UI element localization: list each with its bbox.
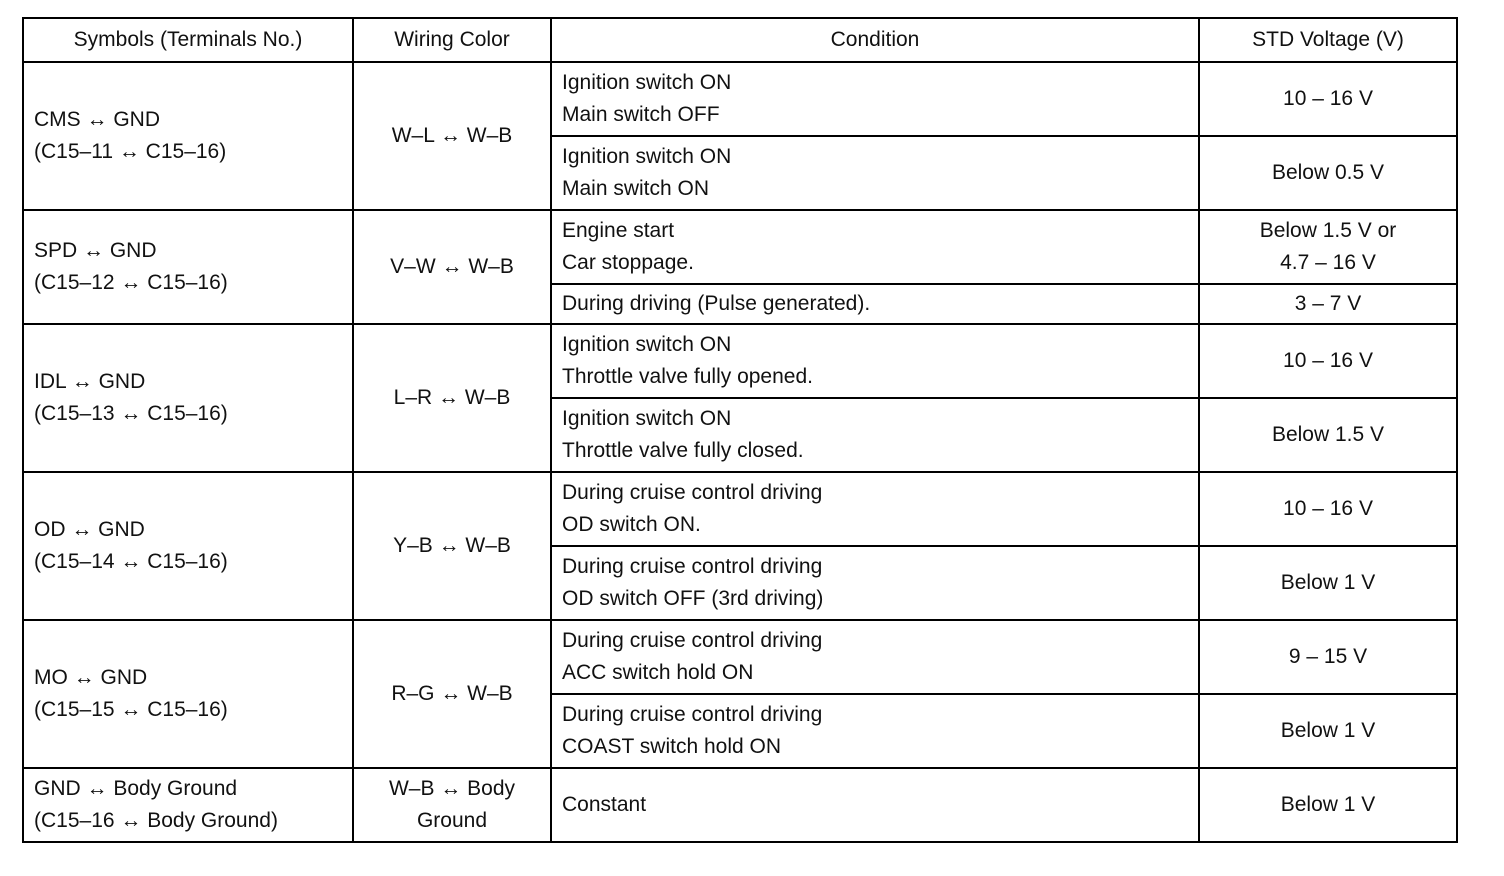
- table-row: [23, 62, 1457, 136]
- voltage-cell: [1199, 210, 1457, 284]
- voltage-cell: [1199, 62, 1457, 136]
- voltage-cell: [1199, 546, 1457, 620]
- condition-line: During cruise control driving: [562, 481, 823, 504]
- condition-line: During cruise control driving: [562, 629, 823, 652]
- wiring-color: W–L ↔ W–B: [391, 124, 513, 147]
- terminal-numbers: (C15–12 ↔ C15–16): [34, 271, 228, 294]
- condition-line: Throttle valve fully closed.: [562, 439, 804, 462]
- voltage-value: Below 1 V: [1280, 719, 1376, 742]
- table-row: [23, 324, 1457, 398]
- condition-cell: [551, 210, 1199, 284]
- condition-line: Engine start: [562, 219, 675, 242]
- condition-line: OD switch OFF (3rd driving): [562, 587, 824, 610]
- voltage-cell: [1199, 136, 1457, 210]
- wiring-color-cell: [353, 768, 551, 842]
- symbol-cell: [23, 768, 353, 842]
- symbol-cell: [23, 62, 353, 210]
- condition-line: Throttle valve fully opened.: [562, 365, 813, 388]
- symbol-name: GND ↔ Body Ground: [34, 777, 238, 800]
- wiring-color: W–B ↔ Body: [388, 777, 516, 800]
- wiring-color: L–R ↔ W–B: [393, 386, 511, 409]
- header-std-voltage: STD Voltage (V): [1199, 18, 1457, 62]
- condition-cell: [551, 398, 1199, 472]
- voltage-value: 9 – 15 V: [1288, 645, 1368, 668]
- wiring-color-cell: [353, 620, 551, 768]
- condition-cell: [551, 472, 1199, 546]
- voltage-value: Below 0.5 V: [1271, 161, 1385, 184]
- voltage-value: 10 – 16 V: [1283, 497, 1373, 520]
- terminal-numbers: (C15–11 ↔ C15–16): [34, 140, 227, 163]
- symbol-cell: [23, 472, 353, 620]
- condition-cell: [551, 136, 1199, 210]
- voltage-value: Below 1.5 V: [1271, 423, 1385, 446]
- wiring-color-cell: [353, 62, 551, 210]
- voltage-value: Below 1 V: [1280, 571, 1376, 594]
- condition-line: Main switch OFF: [562, 103, 720, 126]
- table-header-row: [23, 18, 1457, 62]
- voltage-cell: [1199, 472, 1457, 546]
- condition-line: Car stoppage.: [562, 251, 694, 274]
- condition-line: During driving (Pulse generated).: [562, 292, 871, 315]
- condition-line: During cruise control driving: [562, 555, 823, 578]
- condition-cell: [551, 62, 1199, 136]
- wiring-color-cell: [353, 210, 551, 324]
- voltage-value: 10 – 16 V: [1283, 349, 1373, 372]
- voltage-cell: [1199, 398, 1457, 472]
- condition-line: Constant: [562, 793, 647, 816]
- condition-cell: [551, 620, 1199, 694]
- wiring-color: R–G ↔ W–B: [391, 682, 513, 705]
- condition-line: During cruise control driving: [562, 703, 823, 726]
- condition-cell: [551, 324, 1199, 398]
- voltage-value: Below 1.5 V or: [1259, 219, 1397, 242]
- condition-line: Ignition switch ON: [562, 71, 732, 94]
- condition-cell: [551, 546, 1199, 620]
- condition-cell: [551, 768, 1199, 842]
- voltage-cell: [1199, 694, 1457, 768]
- symbol-name: CMS ↔ GND: [34, 108, 160, 131]
- condition-line: Ignition switch ON: [562, 145, 732, 168]
- voltage-value: 3 – 7 V: [1294, 292, 1362, 315]
- wiring-color: V–W ↔ W–B: [390, 255, 514, 278]
- voltage-value: 10 – 16 V: [1283, 87, 1373, 110]
- wiring-color-cell: [353, 324, 551, 472]
- table-row: [23, 620, 1457, 694]
- symbol-cell: [23, 210, 353, 324]
- condition-line: Ignition switch ON: [562, 407, 732, 430]
- header-wiring-color: Wiring Color: [353, 18, 551, 62]
- wiring-color-cell: [353, 472, 551, 620]
- voltage-cell: [1199, 284, 1457, 324]
- table-row: [23, 210, 1457, 284]
- wiring-color: Y–B ↔ W–B: [393, 534, 511, 557]
- symbol-name: SPD ↔ GND: [34, 239, 157, 262]
- condition-line: COAST switch hold ON: [562, 735, 782, 758]
- condition-line: OD switch ON.: [562, 513, 701, 536]
- wiring-color: Ground: [416, 809, 488, 832]
- condition-cell: [551, 284, 1199, 324]
- voltage-cell: [1199, 324, 1457, 398]
- table-row: [23, 472, 1457, 546]
- header-condition: Condition: [551, 18, 1199, 62]
- symbol-cell: [23, 620, 353, 768]
- header-symbols: Symbols (Terminals No.): [23, 18, 353, 62]
- symbol-name: IDL ↔ GND: [34, 370, 146, 393]
- terminal-numbers: (C15–14 ↔ C15–16): [34, 550, 228, 573]
- symbol-name: OD ↔ GND: [34, 518, 145, 541]
- condition-line: Main switch ON: [562, 177, 710, 200]
- voltage-value: 4.7 – 16 V: [1280, 251, 1376, 274]
- voltage-cell: [1199, 768, 1457, 842]
- terminal-numbers: (C15–15 ↔ C15–16): [34, 698, 228, 721]
- symbol-cell: [23, 324, 353, 472]
- terminal-numbers: (C15–13 ↔ C15–16): [34, 402, 228, 425]
- condition-cell: [551, 694, 1199, 768]
- condition-line: ACC switch hold ON: [562, 661, 754, 684]
- condition-line: Ignition switch ON: [562, 333, 732, 356]
- table-row: [23, 768, 1457, 842]
- terminal-voltage-table: [22, 17, 1458, 843]
- voltage-cell: [1199, 620, 1457, 694]
- voltage-value: Below 1 V: [1280, 793, 1376, 816]
- terminal-numbers: (C15–16 ↔ Body Ground): [34, 809, 278, 832]
- symbol-name: MO ↔ GND: [34, 666, 148, 689]
